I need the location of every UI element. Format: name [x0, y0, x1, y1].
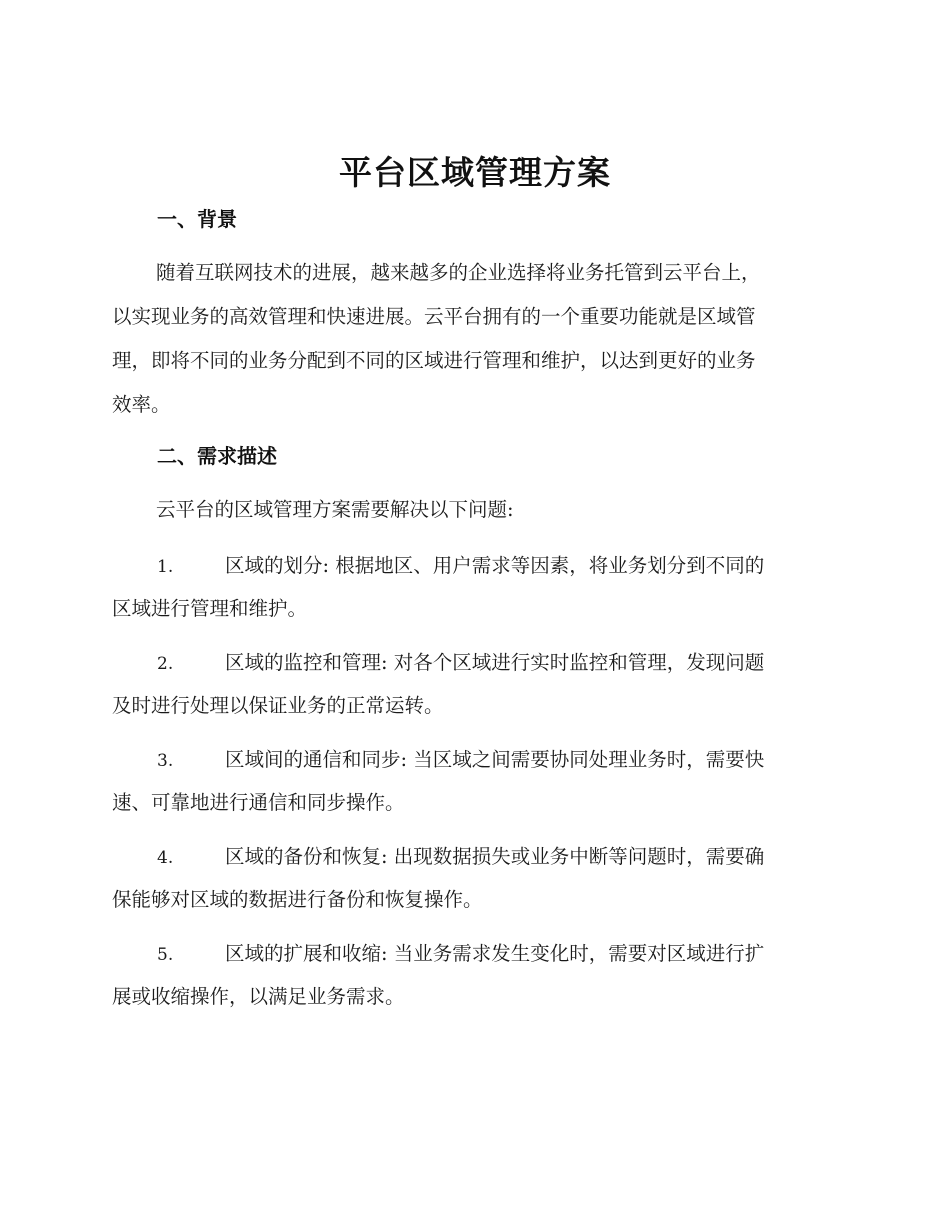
list-item-continuation: 速、可靠地进行通信和同步操作。: [112, 791, 405, 814]
list-number: 4.: [157, 848, 174, 868]
list-item-text: 区域的监控和管理: 对各个区域进行实时监控和管理，发现问题: [225, 651, 765, 674]
list-item: [112, 642, 834, 727]
list-number: 1.: [157, 557, 174, 577]
list-number: 5.: [157, 945, 174, 965]
list-item: [112, 739, 834, 824]
list-item: [112, 933, 834, 1018]
intro-line: 云平台的区域管理方案需要解决以下问题:: [156, 498, 514, 521]
list-number: 3.: [157, 751, 174, 771]
document-title: 平台区域管理方案: [339, 153, 611, 192]
requirements-intro: [112, 488, 834, 532]
list-number: 2.: [157, 654, 174, 674]
background-paragraph: [112, 251, 834, 427]
list-item-text: 区域间的通信和同步: 当区域之间需要协同处理业务时，需要快: [225, 748, 765, 771]
section-heading-background: 一、背景: [157, 207, 237, 231]
list-item: [112, 545, 834, 630]
list-item: [112, 836, 834, 921]
list-item-text: 区域的扩展和收缩: 当业务需求发生变化时，需要对区域进行扩: [225, 942, 765, 965]
list-item-continuation: 及时进行处理以保证业务的正常运转。: [112, 694, 444, 717]
paragraph-line: 随着互联网技术的进展，越来越多的企业选择将业务托管到云平台上，: [156, 261, 761, 284]
paragraph-line: 以实现业务的高效管理和快速进展。云平台拥有的一个重要功能就是区域管: [112, 305, 756, 328]
paragraph-line: 效率。: [112, 393, 171, 416]
section-heading-requirements: 二、需求描述: [157, 444, 277, 468]
list-item-text: 区域的划分: 根据地区、用户需求等因素，将业务划分到不同的: [225, 554, 765, 577]
list-item-continuation: 展或收缩操作，以满足业务需求。: [112, 985, 405, 1008]
list-item-continuation: 保能够对区域的数据进行备份和恢复操作。: [112, 888, 483, 911]
paragraph-line: 理，即将不同的业务分配到不同的区域进行管理和维护，以达到更好的业务: [112, 349, 756, 372]
list-item-text: 区域的备份和恢复: 出现数据损失或业务中断等问题时，需要确: [225, 845, 765, 868]
list-item-continuation: 区域进行管理和维护。: [112, 597, 308, 620]
